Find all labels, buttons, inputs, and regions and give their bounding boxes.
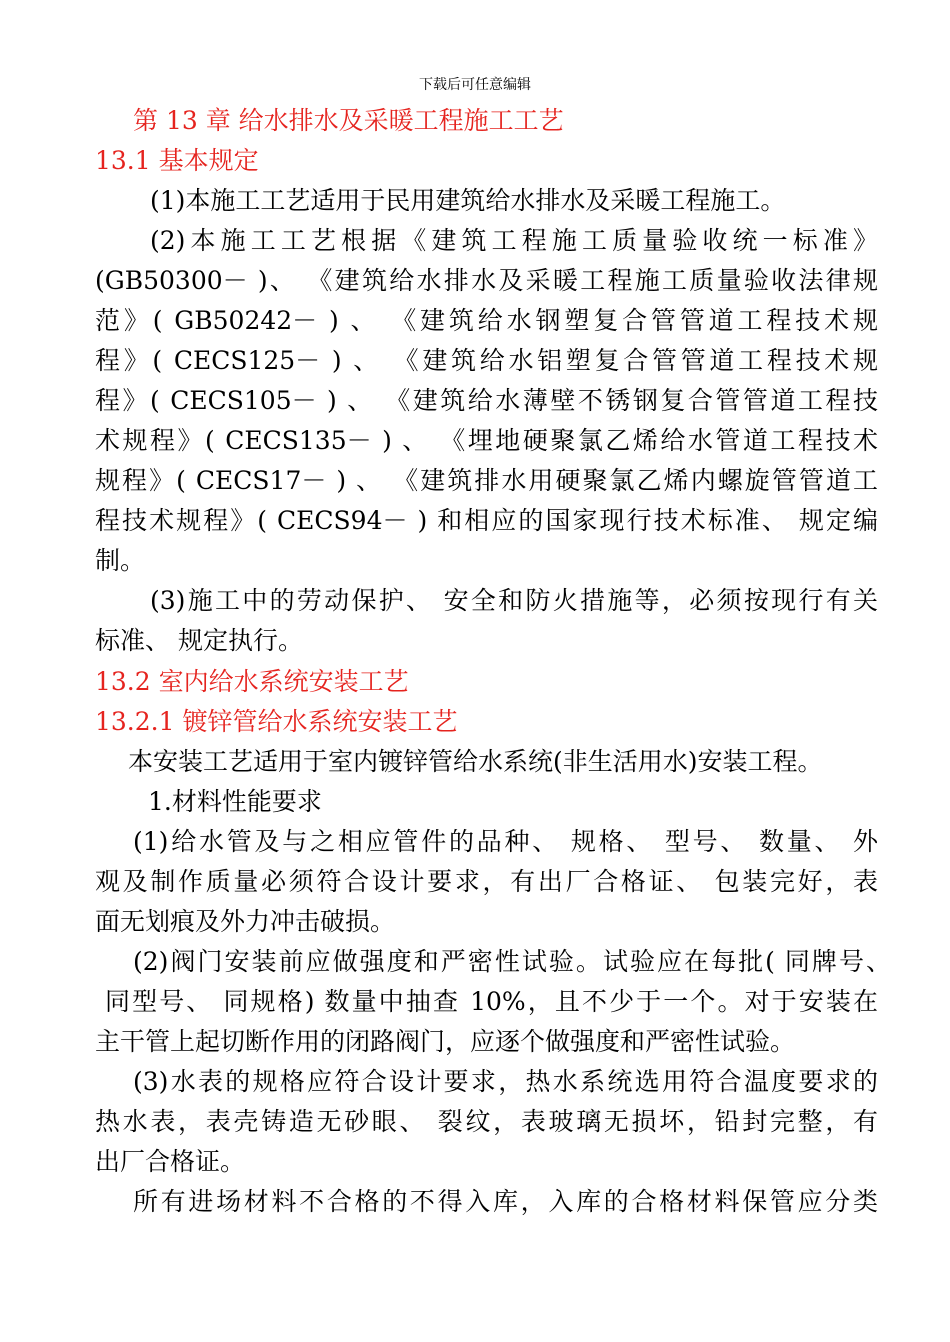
paragraph-2-line: 程技术规程》( CECS94－ ) 和相应的国家现行技术标准、 规定编: [95, 506, 878, 535]
material-req-3-line: (3)水表的规格应符合设计要求，热水系统选用符合温度要求的: [133, 1067, 878, 1096]
chapter-title: 第 13 章 给水排水及采暖工程施工工艺: [133, 106, 564, 135]
material-req-2-line: 同型号、 同规格) 数量中抽查 10%，且不少于一个。对于安装在: [105, 987, 878, 1016]
storage-paragraph: 所有进场材料不合格的不得入库，入库的合格材料保管应分类: [133, 1187, 878, 1216]
material-req-3-line: 热水表，表壳铸造无砂眼、 裂纹，表玻璃无损坏，铅封完整，有: [95, 1107, 878, 1136]
paragraph-3-line: (3)施工中的劳动保护、 安全和防火措施等，必须按现行有关: [150, 586, 878, 615]
page-header: 下载后可任意编辑: [419, 77, 531, 93]
material-req-1-line: 观及制作质量必须符合设计要求，有出厂合格证、 包装完好，表: [95, 867, 878, 896]
section-heading-13-2-1: 13.2.1 镀锌管给水系统安装工艺: [95, 707, 458, 736]
paragraph-1: (1)本施工工艺适用于民用建筑给水排水及采暖工程施工。: [150, 186, 786, 215]
material-req-2-line: 主干管上起切断作用的闭路阀门，应逐个做强度和严密性试验。: [95, 1027, 796, 1056]
intro-paragraph: 本安装工艺适用于室内镀锌管给水系统(非生活用水)安装工程。: [128, 747, 823, 776]
paragraph-2-line: 制。: [95, 546, 146, 575]
material-req-3-line: 出厂合格证。: [95, 1147, 246, 1176]
material-req-1-line: (1)给水管及与之相应管件的品种、 规格、 型号、 数量、 外: [133, 827, 878, 856]
paragraph-3-line: 标准、 规定执行。: [95, 626, 303, 655]
paragraph-2-line: 程》( CECS125－ ) 、 《建筑给水铝塑复合管管道工程技术规: [95, 346, 878, 375]
list-item-heading: 1.材料性能要求: [148, 787, 322, 816]
paragraph-2-line: 规程》( CECS17－ ) 、 《建筑排水用硬聚氯乙烯内螺旋管管道工: [95, 466, 878, 495]
paragraph-2-line: 范》( GB50242－ ) 、 《建筑给水钢塑复合管管道工程技术规: [95, 306, 878, 335]
section-heading-13-2: 13.2 室内给水系统安装工艺: [95, 667, 409, 696]
material-req-1-line: 面无划痕及外力冲击破损。: [95, 907, 396, 936]
paragraph-2-line: (2)本施工工艺根据《建筑工程施工质量验收统一标准》: [150, 226, 878, 255]
section-heading-13-1: 13.1 基本规定: [95, 146, 259, 175]
paragraph-2-line: 术规程》( CECS135－ ) 、 《埋地硬聚氯乙烯给水管道工程技术: [95, 426, 878, 455]
paragraph-2-line: 程》( CECS105－ ) 、 《建筑给水薄壁不锈钢复合管管道工程技: [95, 386, 878, 415]
material-req-2-line: (2)阀门安装前应做强度和严密性试验。试验应在每批( 同牌号、: [133, 947, 891, 976]
paragraph-2-line: (GB50300－ )、 《建筑给水排水及采暖工程施工质量验收法律规: [95, 266, 878, 295]
